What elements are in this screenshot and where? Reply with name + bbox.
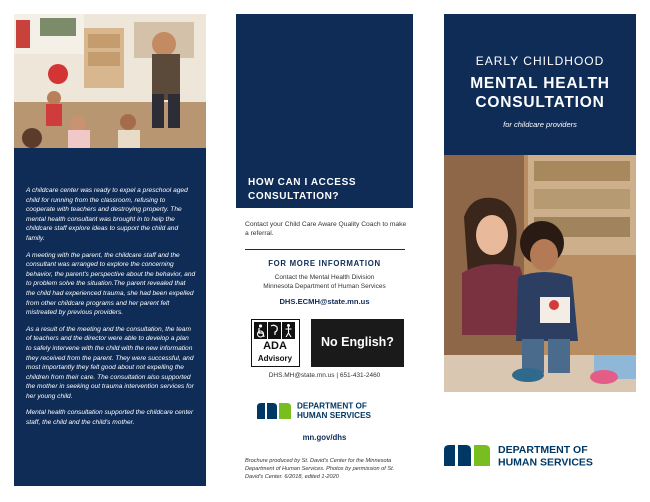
teacher-child-photo xyxy=(444,155,636,392)
accessibility-icons xyxy=(254,322,296,342)
more-info-title: FOR MORE INFORMATION xyxy=(268,259,381,268)
story-paragraph-1: A childcare center was ready to expel a preschool aged child for running from the classroom, refusing to cooperate with teachers and destroying property. The mental health consultant was brought in to help the childcare staff explore ideas to support the child and family. xyxy=(26,187,188,242)
dhs-logo-cover-line2: HUMAN SERVICES xyxy=(498,456,593,469)
story-paragraph-2: A meeting with the parent, the childcare staff and the consultant was arranged to explore the concerning behavior, the parent's perspective about the behavior, and to problem solve the situation.The parent revealed that the child had experienced trauma, she had been expelled from other childcare programs and her parent felt mistreated by previous providers. xyxy=(26,251,196,317)
no-english-badge xyxy=(311,319,404,367)
classroom-photo-image xyxy=(14,14,206,148)
dhs-logo-cover xyxy=(444,440,636,470)
mn-logo-icon xyxy=(257,399,397,421)
more-info-text xyxy=(236,273,413,292)
ada-label: ADA xyxy=(263,340,287,352)
story-paragraph-4: Mental health consultation supported the childcare center staff, the child and the child's mother. xyxy=(26,409,194,427)
dhs-logo-middle-line2: HUMAN SERVICES xyxy=(297,411,372,420)
teacher-child-photo-image xyxy=(444,155,636,392)
story-panel xyxy=(14,148,206,486)
access-text: Contact your Child Care Aware Quality Coach to make a referral. xyxy=(245,221,407,238)
cover-pretitle: EARLY CHILDHOOD xyxy=(475,54,605,68)
website-link[interactable]: mn.gov/dhs xyxy=(302,433,347,442)
contact-line: DHS.MH@state.mn.us | 651-431-2460 xyxy=(268,372,381,379)
ada-advisory-label: Advisory xyxy=(257,354,293,363)
more-info-line-1: Contact the Mental Health Division xyxy=(274,274,375,281)
dhs-logo-middle xyxy=(257,399,397,421)
mn-logo-cover-icon xyxy=(444,440,636,470)
dhs-logo-middle-line1: DEPARTMENT OF xyxy=(297,401,367,411)
access-heading: HOW CAN I ACCESS CONSULTATION? xyxy=(248,177,357,202)
cover-title-line-2: CONSULTATION xyxy=(475,94,605,111)
access-heading-box xyxy=(236,14,413,208)
story-paragraph-3: As a result of the meeting and the consultation, the team of teachers and the director were able to develop a plan to safely intervene with the child with the new information they received from the parent. They were successful, and most importantly they felt good about not expelling the children from their care. The consultation also supported the mother in seeking out trauma intervention services for her young child. xyxy=(26,325,194,400)
more-info-line-2: Minnesota Department of Human Services xyxy=(263,283,386,291)
cover-title xyxy=(444,74,636,112)
brochure-credit: Brochure produced by St. David's Center for the Minnesota Department of Human Services. Photos by permission of St. David's Center. 6/2018, edited 1-2020 xyxy=(245,458,395,480)
classroom-photo xyxy=(14,14,206,148)
no-english-label: No English? xyxy=(321,335,394,349)
dhs-logo-cover-line1: DEPARTMENT OF xyxy=(498,444,588,456)
ecmh-email-link[interactable]: DHS.ECMH@state.mn.us xyxy=(279,297,370,306)
cover-subtitle: for childcare providers xyxy=(503,120,577,129)
cover-title-box xyxy=(444,14,636,155)
cover-title-line-1: MENTAL HEALTH xyxy=(470,75,610,92)
ada-advisory-badge xyxy=(251,319,300,367)
divider xyxy=(245,249,405,250)
